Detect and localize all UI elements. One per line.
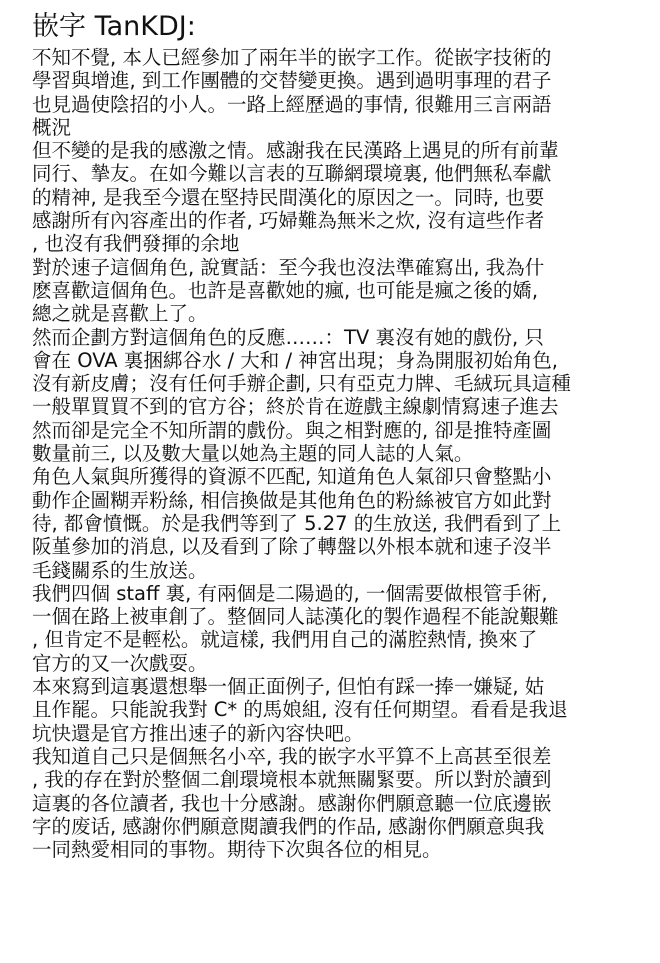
text-line: 一個在路上被車創了。整個同人誌漢化的製作過程不能說艱難 xyxy=(32,605,559,629)
text-line: 我知道自己只是個無名小卒, 我的嵌字水平算不上高甚至很差 xyxy=(32,744,552,768)
document-body xyxy=(32,46,642,861)
text-line: 感謝所有內容產出的作者, 巧婦難為無米之炊, 沒有這些作者 xyxy=(32,209,545,233)
text-line: 會在 OVA 裏捆綁谷水 / 大和 / 神宮出現；身為開服初始角色, xyxy=(32,348,558,372)
text-line: 然而企劃方對這個角色的反應……：TV 裏沒有她的戲份, 只 xyxy=(32,325,544,349)
text-line: 一同熱愛相同的事物。期待下次與各位的相見。 xyxy=(32,838,442,862)
text-line: 也見過使陰招的小人。一路上經歷過的事情, 很難用三言兩語 xyxy=(32,92,552,116)
document-title: 嵌字 TanKDJ: xyxy=(32,11,196,42)
text-line: 角色人氣與所獲得的資源不匹配, 知道角色人氣卻只會整點小 xyxy=(32,465,552,489)
text-line: 動作企圖糊弄粉絲, 相信換做是其他角色的粉絲被官方如此對 xyxy=(32,488,552,512)
text-line: 總之就是喜歡上了。 xyxy=(32,302,208,326)
text-line: 但不變的是我的感激之情。感謝我在民漢路上遇見的所有前輩 xyxy=(32,139,559,163)
text-line: 字的废话, 感謝你們願意閱讀我們的作品, 感謝你們願意與我 xyxy=(32,814,545,838)
text-line: 麽喜歡這個角色。也許是喜歡她的瘋, 也可能是瘋之後的嬌, xyxy=(32,278,539,302)
text-line: 概況 xyxy=(32,115,72,139)
afterword-document xyxy=(32,8,642,861)
text-line: 坑快還是官方推出速子的新內容快吧。 xyxy=(32,721,364,745)
text-line: 這裏的各位讀者, 我也十分感謝。感謝你們願意聽一位底邊嵌 xyxy=(32,791,552,815)
text-line: 本來寫到這裏還想舉一個正面例子, 但怕有踩一捧一嫌疑, 姑 xyxy=(32,675,545,699)
text-line: 一般單買買不到的官方谷；終於肯在遊戲主線劇情寫速子進去 xyxy=(32,395,559,419)
text-line: 的精神, 是我至今還在堅持民間漢化的原因之一。同時, 也要 xyxy=(32,185,545,209)
text-line: 我們四個 staff 裏, 有兩個是二陽過的, 一個需要做根管手術, xyxy=(32,581,548,605)
text-line: 官方的又一次戲耍。 xyxy=(32,651,208,675)
text-line: 沒有新皮膚；沒有任何手辦企劃, 只有亞克力牌、毛絨玩具這種 xyxy=(32,372,571,396)
text-line: 阪堇參加的消息, 以及看到了除了轉盤以外根本就和速子沒半 xyxy=(32,535,552,559)
text-line: 同行、摯友。在如今難以言表的互聯網環境裏, 他們無私奉獻 xyxy=(32,162,552,186)
text-line: 數量前三, 以及數大量以她為主題的同人誌的人氣。 xyxy=(32,442,474,466)
text-line: 然而卻是完全不知所謂的戲份。與之相對應的, 卻是推特產圖 xyxy=(32,418,552,442)
text-line: 且作罷。只能說我對 C* 的馬娘組, 沒有任何期望。看看是我退 xyxy=(32,698,568,722)
text-line: 待, 都會憤慨。於是我們等到了 5.27 的生放送, 我們看到了上 xyxy=(32,511,562,535)
text-line: , 但肯定不是輕松。就這樣, 我們用自己的滿腔熱情, 換來了 xyxy=(32,628,538,652)
text-line: 學習與增進, 到工作團體的交替變更換。遇到過明事理的君子 xyxy=(32,69,552,93)
text-line: , 也沒有我們發揮的余地 xyxy=(32,232,240,256)
text-line: 對於速子這個角色, 說實話：至今我也沒法準確寫出, 我為什 xyxy=(32,255,545,279)
text-line: 毛錢關系的生放送。 xyxy=(32,558,208,582)
text-line: , 我的存在對於整個二創環境根本就無關緊要。所以對於讀到 xyxy=(32,768,552,792)
text-line: 不知不覺, 本人已經參加了兩年半的嵌字工作。從嵌字技術的 xyxy=(32,46,552,69)
